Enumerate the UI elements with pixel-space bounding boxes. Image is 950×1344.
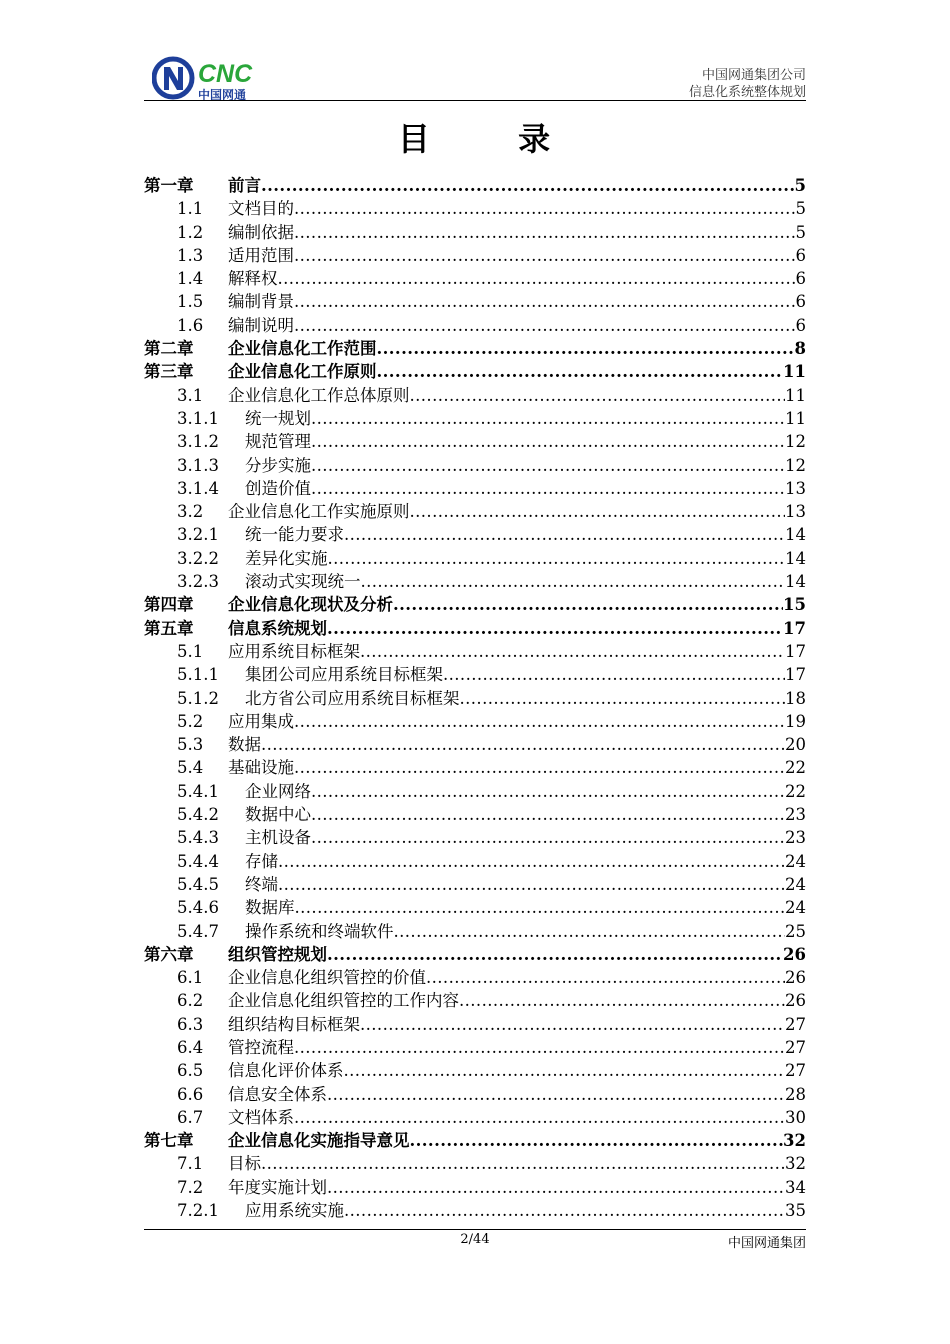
toc-entry-title: 应用系统目标框架 [228, 641, 360, 661]
toc-entry-page: 14 [785, 525, 806, 545]
toc-entry-title: 年度实施计划 [228, 1177, 327, 1197]
toc-entry[interactable] [144, 221, 806, 244]
toc-entry-link[interactable] [245, 570, 806, 593]
toc-entry-title: 统一规划 [245, 408, 311, 428]
toc-entry-link[interactable] [228, 500, 806, 523]
toc-entry-number: 1.3 [177, 245, 204, 265]
toc-entry-link[interactable] [228, 943, 806, 966]
header-info [689, 67, 806, 101]
toc-entry-title: 信息系统规划 [228, 618, 327, 638]
toc-entry-number: 第五章 [144, 618, 194, 638]
toc-entry-link[interactable] [245, 547, 806, 570]
toc-entry-page: 5 [795, 222, 806, 242]
toc-entry-page: 26 [785, 991, 806, 1011]
toc-entry-number: 5.2 [177, 711, 204, 731]
toc-entry-title: 终端 [245, 874, 278, 894]
toc-entry-link[interactable] [228, 1129, 806, 1152]
toc-entry-link[interactable] [228, 360, 806, 383]
toc-entry-title: 差异化实施 [245, 548, 328, 568]
toc-dot-leader [294, 290, 796, 313]
toc-entry[interactable] [144, 826, 806, 849]
toc-entry[interactable] [144, 943, 806, 966]
toc-dot-leader [360, 1013, 785, 1036]
toc-entry-title: 存储 [245, 851, 278, 871]
toc-entry-page: 17 [783, 618, 806, 638]
toc-entry-number: 7.1 [177, 1154, 204, 1174]
toc-entry-number: 5.4.6 [177, 898, 219, 918]
toc-dot-leader [294, 710, 785, 733]
toc-entry[interactable] [144, 780, 806, 803]
toc-entry-number: 5.4.3 [177, 828, 219, 848]
toc-dot-leader [278, 850, 785, 873]
toc-entry[interactable] [144, 640, 806, 663]
toc-entry-link[interactable] [228, 290, 806, 313]
footer-org: 中国网通集团 [727, 1236, 806, 1251]
toc-entry-page: 18 [785, 688, 806, 708]
toc-entry-number: 6.3 [177, 1014, 204, 1034]
toc-entry-title: 企业信息化工作实施原则 [228, 502, 410, 522]
toc-entry[interactable] [144, 920, 806, 943]
toc-entry-number: 第三章 [144, 362, 194, 382]
toc-entry-number: 6.6 [177, 1084, 204, 1104]
toc-entry-link[interactable] [228, 989, 806, 1012]
toc-entry[interactable] [144, 1152, 806, 1175]
toc-entry[interactable] [144, 850, 806, 873]
toc-entry-page: 6 [795, 292, 806, 312]
toc-entry-page: 17 [785, 665, 806, 685]
toc-entry-title: 企业信息化工作总体原则 [228, 385, 410, 405]
toc-entry-title: 企业信息化组织管控的价值 [228, 968, 426, 988]
toc-entry-title: 企业网络 [245, 781, 311, 801]
toc-entry-title: 组织结构目标框架 [228, 1014, 360, 1034]
toc-entry[interactable] [144, 710, 806, 733]
toc-dot-leader [294, 314, 796, 337]
toc-entry-title: 创造价值 [245, 478, 311, 498]
toc-entry-page: 11 [783, 362, 806, 382]
toc-entry-number: 5.4.2 [177, 805, 219, 825]
toc-entry-number: 1.6 [177, 315, 204, 335]
toc-entry[interactable] [144, 1059, 806, 1082]
toc-entry-link[interactable] [245, 850, 806, 873]
toc-entry-page: 5 [794, 176, 806, 195]
toc-entry-title: 数据 [228, 735, 261, 755]
toc-entry[interactable] [144, 873, 806, 896]
cnc-logo [152, 56, 272, 102]
toc-entry-number: 1.2 [177, 222, 204, 242]
toc-entry-page: 34 [785, 1177, 806, 1197]
toc-entry-link[interactable] [245, 663, 806, 686]
toc-dot-leader [261, 1152, 785, 1175]
toc-entry[interactable] [144, 267, 806, 290]
toc-entry-page: 23 [785, 828, 806, 848]
toc-entry-number: 3.2.2 [177, 548, 219, 568]
toc-entry-page: 11 [785, 408, 806, 428]
toc-dot-leader [294, 244, 796, 267]
toc-dot-leader [360, 640, 785, 663]
toc-entry-page: 30 [785, 1107, 806, 1127]
toc-dot-leader [327, 1176, 785, 1199]
toc-dot-leader [294, 756, 785, 779]
toc-entry[interactable] [144, 733, 806, 756]
toc-entry[interactable] [144, 1129, 806, 1152]
toc-entry[interactable] [144, 593, 806, 616]
toc-entry[interactable] [144, 1083, 806, 1106]
toc-entry-title: 集团公司应用系统目标框架 [245, 665, 443, 685]
toc-entry-title: 企业信息化实施指导意见 [228, 1131, 410, 1151]
toc-dot-leader [460, 687, 786, 710]
toc-dot-leader [311, 780, 785, 803]
toc-entry[interactable] [144, 803, 806, 826]
toc-entry-title: 北方省公司应用系统目标框架 [245, 688, 460, 708]
toc-entry-link[interactable] [228, 1152, 806, 1175]
toc-entry-title: 滚动式实现统一 [245, 572, 361, 592]
toc-entry[interactable] [144, 197, 806, 220]
toc-entry-page: 26 [785, 968, 806, 988]
toc-entry-number: 3.2.3 [177, 572, 219, 592]
toc-dot-leader [344, 1199, 785, 1222]
toc-entry-number: 第四章 [144, 595, 194, 615]
toc-entry-page: 22 [785, 781, 806, 801]
toc-dot-leader [278, 873, 785, 896]
toc-entry-title: 编制说明 [228, 315, 294, 335]
toc-entry-number: 5.4.5 [177, 874, 219, 894]
toc-entry-link[interactable] [245, 780, 806, 803]
toc-entry-number: 5.4.4 [177, 851, 219, 871]
toc-entry-link[interactable] [228, 710, 806, 733]
toc-entry-link[interactable] [228, 617, 806, 640]
toc-entry-page: 26 [783, 944, 806, 964]
toc-entry-number: 1.1 [177, 199, 204, 219]
toc-entry-page: 8 [794, 339, 806, 359]
toc-entry-title: 文档目的 [228, 199, 294, 219]
toc-title-char-1: 目 [397, 120, 432, 158]
toc-entry[interactable] [144, 290, 806, 313]
toc-entry-number: 3.1.3 [177, 455, 219, 475]
toc-entry-title: 主机设备 [245, 828, 311, 848]
toc-entry[interactable] [144, 687, 806, 710]
toc-entry-link[interactable] [228, 1083, 806, 1106]
toc-entry[interactable] [144, 570, 806, 593]
toc-entry-page: 6 [795, 269, 806, 289]
toc-entry-title: 统一能力要求 [245, 525, 344, 545]
toc-entry[interactable] [144, 454, 806, 477]
toc-entry[interactable] [144, 337, 806, 360]
toc-entry-title: 企业信息化组织管控的工作内容 [228, 991, 459, 1011]
toc-entry-link[interactable] [228, 1036, 806, 1059]
toc-entry[interactable] [144, 407, 806, 430]
toc-entry-link[interactable] [228, 197, 806, 220]
toc-entry-title: 企业信息化工作原则 [228, 362, 377, 382]
toc-entry-number: 第六章 [144, 944, 194, 964]
toc-dot-leader [311, 803, 785, 826]
toc-entry-title: 基础设施 [228, 758, 294, 778]
toc-dot-leader [459, 989, 785, 1012]
toc-entry-title: 前言 [228, 176, 261, 195]
toc-dot-leader [294, 1106, 785, 1129]
toc-entry-link[interactable] [245, 477, 806, 500]
toc-entry-page: 27 [785, 1037, 806, 1057]
toc-entry-page: 32 [785, 1154, 806, 1174]
toc-entry-link[interactable] [228, 384, 806, 407]
toc-entry[interactable] [144, 896, 806, 919]
toc-entry-page: 13 [785, 478, 806, 498]
toc-entry-page: 22 [785, 758, 806, 778]
toc-entry-title: 分步实施 [245, 455, 311, 475]
toc-entry-title: 应用系统实施 [245, 1201, 344, 1221]
header-rule [144, 100, 806, 101]
toc-entry-page: 14 [785, 572, 806, 592]
toc-entry-title: 适用范围 [228, 245, 294, 265]
toc-entry-link[interactable] [228, 966, 806, 989]
toc-entry[interactable] [144, 663, 806, 686]
toc-entry-number: 1.4 [177, 269, 204, 289]
header-doc-title: 信息化系统整体规划 [688, 85, 806, 100]
table-of-contents [144, 174, 806, 1222]
toc-entry-number: 6.4 [177, 1037, 204, 1057]
toc-entry-page: 23 [785, 805, 806, 825]
toc-entry-number: 6.2 [177, 991, 204, 1011]
toc-entry-number: 第七章 [144, 1131, 194, 1151]
toc-dot-leader [294, 221, 796, 244]
toc-entry-title: 信息化评价体系 [228, 1061, 344, 1081]
toc-entry-page: 13 [785, 502, 806, 522]
toc-entry[interactable] [144, 314, 806, 337]
toc-entry-link[interactable] [228, 221, 806, 244]
toc-dot-leader [311, 477, 785, 500]
toc-entry-number: 7.2 [177, 1177, 204, 1197]
toc-entry-link[interactable] [245, 803, 806, 826]
toc-entry-link[interactable] [245, 920, 806, 943]
toc-entry-number: 5.3 [177, 735, 204, 755]
toc-dot-leader [327, 1083, 785, 1106]
toc-entry-page: 24 [785, 851, 806, 871]
toc-entry-number: 第一章 [144, 176, 194, 195]
toc-entry-link[interactable] [228, 733, 806, 756]
toc-entry-number: 3.2 [177, 502, 204, 522]
toc-entry-link[interactable] [228, 1106, 806, 1129]
toc-title-char-2: 录 [518, 120, 553, 158]
toc-entry-number: 第二章 [144, 339, 194, 359]
toc-dot-leader [394, 920, 786, 943]
toc-entry[interactable] [144, 756, 806, 779]
toc-entry-page: 6 [795, 315, 806, 335]
footer-page-number: 2/44 [460, 1232, 490, 1247]
toc-dot-leader [443, 663, 785, 686]
toc-entry-number: 5.4.7 [177, 921, 219, 941]
logo-text: CNC [198, 60, 253, 88]
toc-dot-leader [261, 174, 795, 197]
toc-dot-leader [261, 733, 785, 756]
toc-entry-number: 3.2.1 [177, 525, 219, 545]
toc-dot-leader [327, 943, 783, 966]
toc-dot-leader [311, 826, 785, 849]
toc-entry-page: 17 [785, 641, 806, 661]
logo-subtext: 中国网通 [198, 88, 247, 102]
toc-entry-number: 5.1.1 [177, 665, 219, 685]
toc-entry-link[interactable] [228, 1059, 806, 1082]
toc-entry-link[interactable] [245, 523, 806, 546]
toc-title [0, 114, 950, 160]
toc-entry-number: 6.1 [177, 968, 204, 988]
toc-dot-leader [327, 617, 783, 640]
toc-entry-link[interactable] [245, 896, 806, 919]
toc-entry[interactable] [144, 384, 806, 407]
toc-dot-leader [328, 547, 786, 570]
toc-entry[interactable] [144, 966, 806, 989]
toc-entry[interactable] [144, 617, 806, 640]
toc-entry-number: 5.1.2 [177, 688, 219, 708]
toc-entry-number: 6.7 [177, 1107, 204, 1127]
toc-entry-title: 企业信息化工作范围 [228, 339, 377, 359]
toc-entry-number: 3.1.4 [177, 478, 219, 498]
toc-entry-title: 企业信息化现状及分析 [228, 595, 393, 615]
toc-entry-title: 数据中心 [245, 805, 311, 825]
toc-dot-leader [344, 523, 785, 546]
header-company: 中国网通集团公司 [701, 68, 806, 83]
toc-dot-leader [410, 500, 786, 523]
toc-entry-link[interactable] [228, 1013, 806, 1036]
toc-entry-link[interactable] [228, 267, 806, 290]
toc-entry-link[interactable] [228, 314, 806, 337]
toc-entry-link[interactable] [228, 756, 806, 779]
toc-entry[interactable] [144, 244, 806, 267]
toc-entry-title: 解释权 [228, 269, 278, 289]
toc-entry-page: 27 [785, 1014, 806, 1034]
toc-entry-number: 6.5 [177, 1061, 204, 1081]
toc-dot-leader [295, 896, 786, 919]
toc-entry-page: 32 [783, 1131, 806, 1151]
toc-entry[interactable] [144, 1106, 806, 1129]
toc-dot-leader [393, 593, 783, 616]
toc-entry-title: 管控流程 [228, 1037, 294, 1057]
toc-entry-page: 24 [785, 874, 806, 894]
toc-dot-leader [278, 267, 796, 290]
footer-rule [144, 1229, 806, 1230]
toc-dot-leader [311, 407, 785, 430]
toc-entry[interactable] [144, 1176, 806, 1199]
toc-entry-page: 12 [785, 455, 806, 475]
toc-entry-link[interactable] [245, 873, 806, 896]
toc-entry[interactable] [144, 547, 806, 570]
toc-dot-leader [294, 197, 796, 220]
toc-entry-page: 27 [785, 1061, 806, 1081]
toc-entry[interactable] [144, 174, 806, 197]
toc-entry-link[interactable] [228, 593, 806, 616]
toc-entry-page: 35 [785, 1201, 806, 1221]
toc-dot-leader [410, 384, 786, 407]
toc-entry-number: 5.1 [177, 641, 204, 661]
toc-entry-number: 7.2.1 [177, 1201, 219, 1221]
toc-entry[interactable] [144, 1036, 806, 1059]
toc-entry[interactable] [144, 1013, 806, 1036]
toc-entry-link[interactable] [245, 826, 806, 849]
toc-dot-leader [344, 1059, 786, 1082]
toc-entry[interactable] [144, 430, 806, 453]
toc-entry[interactable] [144, 989, 806, 1012]
toc-entry-link[interactable] [245, 454, 806, 477]
toc-entry-title: 操作系统和终端软件 [245, 921, 394, 941]
toc-entry[interactable] [144, 477, 806, 500]
toc-entry-title: 规范管理 [245, 432, 311, 452]
toc-entry-title: 目标 [228, 1154, 261, 1174]
toc-entry-title: 应用集成 [228, 711, 294, 731]
toc-entry-link[interactable] [228, 1176, 806, 1199]
toc-entry-link[interactable] [228, 337, 806, 360]
toc-entry-link[interactable] [228, 244, 806, 267]
toc-entry-number: 3.1.2 [177, 432, 219, 452]
toc-dot-leader [361, 570, 786, 593]
toc-dot-leader [426, 966, 785, 989]
toc-dot-leader [311, 430, 785, 453]
toc-entry-page: 11 [785, 385, 806, 405]
toc-entry-page: 14 [785, 548, 806, 568]
toc-entry-page: 6 [795, 245, 806, 265]
toc-entry-page: 24 [785, 898, 806, 918]
toc-entry-page: 15 [783, 595, 806, 615]
toc-dot-leader [311, 454, 785, 477]
toc-entry-page: 12 [785, 432, 806, 452]
toc-entry-link[interactable] [228, 640, 806, 663]
toc-entry-page: 25 [785, 921, 806, 941]
toc-entry[interactable] [144, 523, 806, 546]
toc-entry-number: 5.4.1 [177, 781, 219, 801]
toc-entry[interactable] [144, 1199, 806, 1222]
toc-entry-page: 20 [785, 735, 806, 755]
toc-entry-title: 文档体系 [228, 1107, 294, 1127]
toc-dot-leader [294, 1036, 785, 1059]
toc-entry-number: 3.1.1 [177, 408, 219, 428]
toc-entry[interactable] [144, 360, 806, 383]
toc-entry-number: 5.4 [177, 758, 204, 778]
toc-dot-leader [410, 1129, 784, 1152]
toc-entry-title: 数据库 [245, 898, 295, 918]
toc-dot-leader [377, 337, 795, 360]
toc-dot-leader [377, 360, 784, 383]
toc-entry-number: 1.5 [177, 292, 204, 312]
toc-entry-link[interactable] [228, 174, 806, 197]
toc-entry-page: 5 [795, 199, 806, 219]
toc-entry-page: 19 [785, 711, 806, 731]
toc-entry-link[interactable] [245, 430, 806, 453]
toc-entry-page: 28 [785, 1084, 806, 1104]
toc-entry-title: 编制背景 [228, 292, 294, 312]
toc-entry-link[interactable] [245, 1199, 806, 1222]
toc-entry-link[interactable] [245, 407, 806, 430]
toc-entry-link[interactable] [245, 687, 806, 710]
toc-entry[interactable] [144, 500, 806, 523]
toc-entry-title: 编制依据 [228, 222, 294, 242]
toc-entry-title: 信息安全体系 [228, 1084, 327, 1104]
toc-entry-title: 组织管控规划 [228, 944, 327, 964]
toc-entry-number: 3.1 [177, 385, 204, 405]
